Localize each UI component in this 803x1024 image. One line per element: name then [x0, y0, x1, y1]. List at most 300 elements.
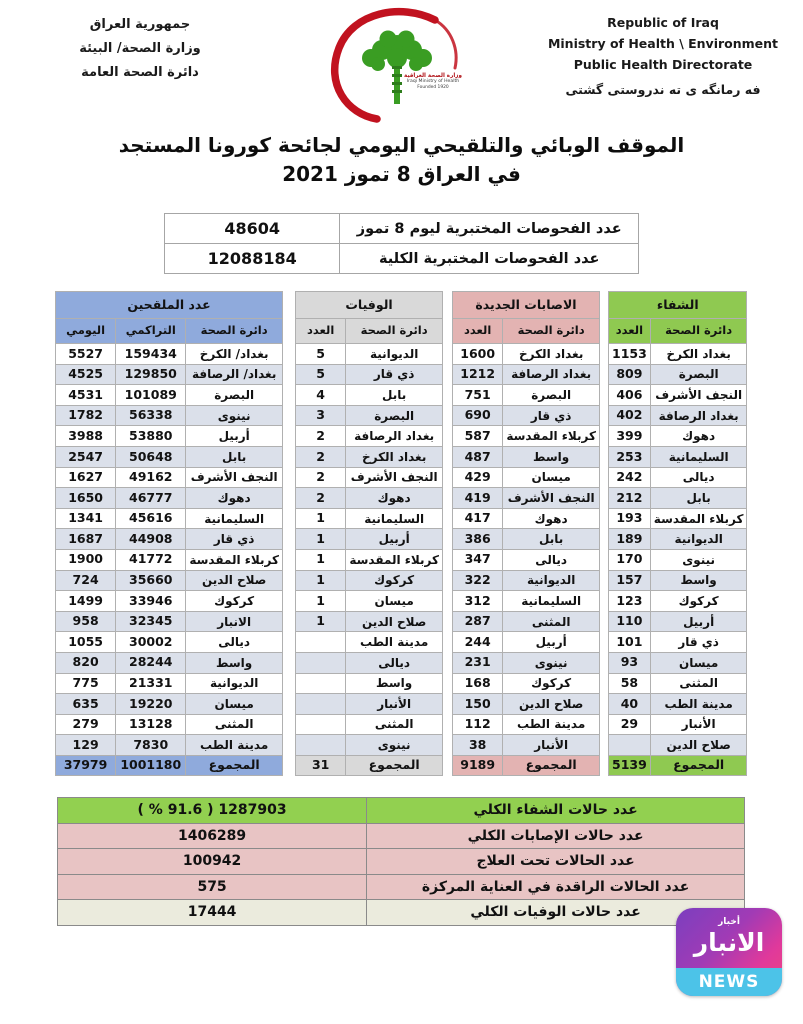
table-row	[453, 632, 600, 653]
province-name-cell: بغداد الكرخ	[346, 446, 443, 467]
recovered-table-head	[609, 292, 747, 344]
table-row	[296, 694, 443, 715]
count-cell: 212	[609, 488, 651, 509]
table-header-row	[453, 319, 600, 344]
daily-cell: 1650	[56, 488, 116, 509]
table-row	[56, 488, 283, 509]
count-cell: 2	[296, 467, 346, 488]
province-name-cell: نينوى	[186, 405, 283, 426]
count-cell: 402	[609, 405, 651, 426]
new-cases-table-head	[453, 292, 600, 344]
count-cell: 1153	[609, 344, 651, 365]
province-name-cell: الانبار	[186, 611, 283, 632]
lab-tests-total-label: عدد الفحوصات المختبرية الكلية	[340, 244, 639, 274]
total-label-cell: المجموع	[503, 755, 600, 776]
province-name-cell: ميسان	[346, 591, 443, 612]
table-row	[609, 714, 747, 735]
province-name-cell: بغداد/ الكرخ	[186, 344, 283, 365]
province-name-cell: كربلاء المقدسة	[503, 426, 600, 447]
count-cell: 253	[609, 446, 651, 467]
province-name-cell: كركوك	[186, 591, 283, 612]
count-cell: 29	[609, 714, 651, 735]
total-row	[56, 755, 283, 776]
table-row	[296, 549, 443, 570]
province-name-cell: كربلاء المقدسة	[186, 549, 283, 570]
table-row	[453, 652, 600, 673]
table-row	[56, 632, 283, 653]
anbar-news-watermark	[676, 908, 782, 996]
table-row	[453, 673, 600, 694]
count-cell: 1	[296, 591, 346, 612]
count-cell: 1	[296, 508, 346, 529]
count-cell: 429	[453, 467, 503, 488]
province-name-cell: مدينة الطب	[346, 632, 443, 653]
count-cell: 399	[609, 426, 651, 447]
count-cell: 312	[453, 591, 503, 612]
total-value-cell: 9189	[453, 755, 503, 776]
lab-tests-table	[164, 213, 639, 274]
table-row	[453, 735, 600, 756]
table-row	[609, 673, 747, 694]
count-cell: 5	[296, 364, 346, 385]
watermark-news-text: NEWS	[698, 972, 760, 992]
table-row	[56, 735, 283, 756]
summary-value-cell: 575	[58, 874, 367, 900]
daily-cell: 4525	[56, 364, 116, 385]
recovered-col-count: العدد	[609, 319, 651, 344]
vaccinated-table-body	[56, 344, 283, 776]
count-cell	[296, 694, 346, 715]
table-row	[453, 611, 600, 632]
province-name-cell: الأنبار	[346, 694, 443, 715]
table-title-row	[609, 292, 747, 319]
cumulative-cell: 101089	[116, 385, 186, 406]
table-row	[56, 364, 283, 385]
vaccinated-table-title: عدد الملقحين	[56, 292, 283, 319]
summary-row	[58, 900, 745, 926]
logo-arabic-caption: وزارة الصحة العراقية	[404, 73, 462, 79]
header-ar-line-3: دائرة الصحة العامة	[81, 65, 199, 81]
table-header-row	[296, 319, 443, 344]
province-name-cell: البصرة	[503, 385, 600, 406]
province-name-cell: المثنى	[650, 673, 747, 694]
new-cases-col-count: العدد	[453, 319, 503, 344]
province-name-cell: بابل	[650, 488, 747, 509]
summary-label-cell: عدد الحالات تحت العلاج	[367, 849, 745, 875]
recovered-table-title: الشفاء	[609, 292, 747, 319]
logo-founded-caption: Founded 1920	[417, 84, 449, 90]
table-row	[296, 488, 443, 509]
province-name-cell: دهوك	[186, 488, 283, 509]
province-name-cell: النجف الأشرف	[650, 385, 747, 406]
province-name-cell: النجف الأشرف	[503, 488, 600, 509]
new-cases-table-title: الاصابات الجديدة	[453, 292, 600, 319]
summary-label-cell: عدد الحالات الراقدة في العناية المركزة	[367, 874, 745, 900]
daily-cell: 2547	[56, 446, 116, 467]
province-name-cell: ذي قار	[186, 529, 283, 550]
count-cell: 386	[453, 529, 503, 550]
province-name-cell: ذي قار	[650, 632, 747, 653]
daily-cell: 820	[56, 652, 116, 673]
lab-tests-daily-label: عدد الفحوصات المختبرية ليوم 8 تموز	[340, 214, 639, 244]
province-name-cell: صلاح الدين	[650, 735, 747, 756]
table-row	[609, 488, 747, 509]
table-row	[56, 694, 283, 715]
count-cell: 5	[296, 344, 346, 365]
province-name-cell: السليمانية	[503, 591, 600, 612]
table-row	[296, 446, 443, 467]
daily-cell: 958	[56, 611, 116, 632]
province-name-cell: السليمانية	[186, 508, 283, 529]
province-name-cell: البصرة	[186, 385, 283, 406]
table-row	[453, 344, 600, 365]
summary-label-cell: عدد حالات الشفاء الكلي	[367, 798, 745, 824]
province-name-cell: كركوك	[346, 570, 443, 591]
cumulative-cell: 7830	[116, 735, 186, 756]
cumulative-cell: 32345	[116, 611, 186, 632]
count-cell	[609, 735, 651, 756]
count-cell: 112	[453, 714, 503, 735]
count-cell: 93	[609, 652, 651, 673]
count-cell: 751	[453, 385, 503, 406]
daily-cell: 129	[56, 735, 116, 756]
table-row	[453, 426, 600, 447]
province-name-cell: بغداد الكرخ	[503, 344, 600, 365]
count-cell: 587	[453, 426, 503, 447]
deaths-col-province: دائرة الصحة	[346, 319, 443, 344]
deaths-table	[295, 291, 443, 776]
table-row	[453, 446, 600, 467]
table-row	[453, 467, 600, 488]
cumulative-cell: 44908	[116, 529, 186, 550]
summary-label-cell: عدد حالات الوفيات الكلي	[367, 900, 745, 926]
count-cell: 1600	[453, 344, 503, 365]
province-name-cell: ميسان	[503, 467, 600, 488]
table-row	[609, 611, 747, 632]
province-name-cell: واسط	[186, 652, 283, 673]
count-cell: 231	[453, 652, 503, 673]
count-cell: 168	[453, 673, 503, 694]
table-row	[296, 673, 443, 694]
province-name-cell: ذي قار	[346, 364, 443, 385]
header-kurdish-line: فه رمانگه ى ته ندروستى گشتى	[565, 82, 761, 98]
watermark-main-text: الانبار	[693, 928, 765, 957]
province-name-cell: كربلاء المقدسة	[346, 549, 443, 570]
count-cell	[296, 714, 346, 735]
table-header-row	[609, 319, 747, 344]
table-row	[296, 714, 443, 735]
cumulative-cell: 21331	[116, 673, 186, 694]
province-name-cell: صلاح الدين	[503, 694, 600, 715]
count-cell: 809	[609, 364, 651, 385]
table-row	[165, 244, 639, 274]
table-row	[453, 529, 600, 550]
table-row	[56, 714, 283, 735]
province-name-cell: النجف الأشرف	[346, 467, 443, 488]
table-row	[296, 735, 443, 756]
table-row	[453, 508, 600, 529]
province-name-cell: السليمانية	[650, 446, 747, 467]
header-en-line-1: Republic of Iraq	[607, 15, 719, 30]
table-row	[453, 591, 600, 612]
table-row	[56, 405, 283, 426]
count-cell	[296, 632, 346, 653]
count-cell: 690	[453, 405, 503, 426]
province-name-cell: دهوك	[503, 508, 600, 529]
table-row	[609, 529, 747, 550]
table-row	[56, 467, 283, 488]
province-name-cell: نينوى	[346, 735, 443, 756]
province-name-cell: البصرة	[346, 405, 443, 426]
count-cell: 123	[609, 591, 651, 612]
daily-cell: 1782	[56, 405, 116, 426]
table-title-row	[453, 292, 600, 319]
daily-cell: 775	[56, 673, 116, 694]
summary-row	[58, 874, 745, 900]
table-row	[609, 426, 747, 447]
table-row	[296, 529, 443, 550]
province-name-cell: بابل	[503, 529, 600, 550]
table-row	[609, 467, 747, 488]
table-row	[296, 632, 443, 653]
header-arabic-block	[0, 6, 280, 83]
province-name-cell: بابل	[346, 385, 443, 406]
count-cell: 487	[453, 446, 503, 467]
count-cell: 287	[453, 611, 503, 632]
daily-cell: 1055	[56, 632, 116, 653]
table-row	[296, 652, 443, 673]
page-header	[0, 6, 803, 126]
vaccinated-table	[55, 291, 283, 776]
deaths-table-head	[296, 292, 443, 344]
province-name-cell: الديوانية	[650, 529, 747, 550]
count-cell	[296, 735, 346, 756]
cumulative-cell: 33946	[116, 591, 186, 612]
daily-cell: 724	[56, 570, 116, 591]
count-cell: 150	[453, 694, 503, 715]
table-row	[453, 694, 600, 715]
province-name-cell: بغداد الرصافة	[650, 405, 747, 426]
lab-tests-total-value: 12088184	[165, 244, 340, 274]
province-name-cell: ميسان	[186, 694, 283, 715]
count-cell: 101	[609, 632, 651, 653]
daily-cell: 1900	[56, 549, 116, 570]
vaccinated-col-province: دائرة الصحة	[186, 319, 283, 344]
daily-cell: 1687	[56, 529, 116, 550]
count-cell: 1	[296, 529, 346, 550]
daily-cell: 635	[56, 694, 116, 715]
new-cases-col-province: دائرة الصحة	[503, 319, 600, 344]
deaths-col-count: العدد	[296, 319, 346, 344]
count-cell: 1	[296, 611, 346, 632]
table-row	[56, 426, 283, 447]
table-row	[165, 214, 639, 244]
table-row	[609, 405, 747, 426]
table-row	[56, 508, 283, 529]
province-name-cell: المثنى	[346, 714, 443, 735]
table-row	[609, 385, 747, 406]
count-cell	[296, 673, 346, 694]
table-row	[609, 364, 747, 385]
province-name-cell: السليمانية	[346, 508, 443, 529]
province-name-cell: مدينة الطب	[186, 735, 283, 756]
table-row	[609, 632, 747, 653]
province-name-cell: بغداد/ الرصافة	[186, 364, 283, 385]
table-row	[453, 364, 600, 385]
table-row	[609, 508, 747, 529]
table-row	[56, 549, 283, 570]
table-row	[609, 735, 747, 756]
count-cell: 4	[296, 385, 346, 406]
province-name-cell: نينوى	[503, 652, 600, 673]
vaccinated-col-cumulative: التراكمي	[116, 319, 186, 344]
province-name-cell: واسط	[503, 446, 600, 467]
province-name-cell: ديالى	[650, 467, 747, 488]
total-cumulative-cell: 1001180	[116, 755, 186, 776]
table-row	[609, 591, 747, 612]
count-cell: 347	[453, 549, 503, 570]
province-name-cell: مدينة الطب	[650, 694, 747, 715]
daily-cell: 1341	[56, 508, 116, 529]
header-english-block	[523, 6, 803, 100]
table-row	[296, 426, 443, 447]
count-cell: 189	[609, 529, 651, 550]
new-cases-table-body	[453, 344, 600, 776]
province-name-cell: بغداد الكرخ	[650, 344, 747, 365]
cumulative-cell: 129850	[116, 364, 186, 385]
table-row	[609, 344, 747, 365]
table-row	[609, 570, 747, 591]
daily-cell: 4531	[56, 385, 116, 406]
province-name-cell: بابل	[186, 446, 283, 467]
count-cell: 58	[609, 673, 651, 694]
daily-cell: 3988	[56, 426, 116, 447]
province-name-cell: أربيل	[346, 529, 443, 550]
province-name-cell: كركوك	[503, 673, 600, 694]
recovered-table	[608, 291, 747, 776]
table-row	[296, 385, 443, 406]
cumulative-summary-body	[58, 798, 745, 926]
cumulative-cell: 19220	[116, 694, 186, 715]
cumulative-cell: 56338	[116, 405, 186, 426]
daily-cell: 1627	[56, 467, 116, 488]
count-cell: 1212	[453, 364, 503, 385]
header-ar-line-2: وزارة الصحة/ البيئة	[79, 41, 201, 57]
lab-tests-body	[165, 214, 639, 274]
table-row	[56, 570, 283, 591]
new-cases-table	[452, 291, 600, 776]
count-cell: 1	[296, 549, 346, 570]
province-name-cell: أربيل	[186, 426, 283, 447]
summary-value-cell: 17444	[58, 900, 367, 926]
province-name-cell: ذي قار	[503, 405, 600, 426]
province-name-cell: دهوك	[346, 488, 443, 509]
daily-cell: 5527	[56, 344, 116, 365]
table-row	[56, 385, 283, 406]
table-row	[296, 591, 443, 612]
province-name-cell: صلاح الدين	[346, 611, 443, 632]
province-name-cell: المثنى	[503, 611, 600, 632]
cumulative-cell: 30002	[116, 632, 186, 653]
table-title-row	[296, 292, 443, 319]
recovered-col-province: دائرة الصحة	[650, 319, 747, 344]
cumulative-cell: 159434	[116, 344, 186, 365]
count-cell: 419	[453, 488, 503, 509]
count-cell: 2	[296, 426, 346, 447]
cumulative-cell: 28244	[116, 652, 186, 673]
province-tables-row	[0, 291, 803, 781]
province-name-cell: كربلاء المقدسة	[650, 508, 747, 529]
total-value-cell: 31	[296, 755, 346, 776]
header-en-line-2: Ministry of Health \ Environment	[547, 36, 779, 52]
count-cell: 406	[609, 385, 651, 406]
table-row	[56, 591, 283, 612]
province-name-cell: النجف الأشرف	[186, 467, 283, 488]
total-label-cell: المجموع	[346, 755, 443, 776]
province-name-cell: واسط	[650, 570, 747, 591]
page-title	[0, 131, 803, 189]
count-cell: 38	[453, 735, 503, 756]
count-cell: 170	[609, 549, 651, 570]
summary-value-cell: 1406289	[58, 823, 367, 849]
province-name-cell: نينوى	[650, 549, 747, 570]
lab-tests-daily-value: 48604	[165, 214, 340, 244]
total-daily-cell: 37979	[56, 755, 116, 776]
province-name-cell: الديوانية	[346, 344, 443, 365]
table-row	[609, 694, 747, 715]
table-row	[296, 508, 443, 529]
table-row	[609, 446, 747, 467]
table-row	[453, 570, 600, 591]
province-name-cell: أربيل	[503, 632, 600, 653]
total-label-cell: المجموع	[186, 755, 283, 776]
table-row	[453, 714, 600, 735]
table-row	[296, 405, 443, 426]
count-cell: 40	[609, 694, 651, 715]
province-name-cell: الديوانية	[186, 673, 283, 694]
province-name-cell: الأنبار	[650, 714, 747, 735]
count-cell: 2	[296, 446, 346, 467]
province-name-cell: بغداد الرصافة	[503, 364, 600, 385]
deaths-table-title: الوفيات	[296, 292, 443, 319]
vaccinated-col-daily: اليومي	[56, 319, 116, 344]
table-row	[609, 549, 747, 570]
table-header-row	[56, 319, 283, 344]
table-row	[453, 385, 600, 406]
table-row	[296, 344, 443, 365]
province-name-cell: واسط	[346, 673, 443, 694]
province-name-cell: ديالى	[346, 652, 443, 673]
province-name-cell: بغداد الرصافة	[346, 426, 443, 447]
header-ar-line-1: جمهورية العراق	[89, 17, 191, 32]
total-row	[609, 755, 747, 776]
summary-value-cell: 100942	[58, 849, 367, 875]
cumulative-cell: 13128	[116, 714, 186, 735]
header-en-line-3: Public Health Directorate	[573, 57, 753, 73]
table-row	[56, 529, 283, 550]
count-cell: 157	[609, 570, 651, 591]
cumulative-cell: 41772	[116, 549, 186, 570]
count-cell: 242	[609, 467, 651, 488]
ministry-logo-icon	[309, 6, 494, 124]
table-row	[56, 446, 283, 467]
province-name-cell: الأنبار	[503, 735, 600, 756]
table-row	[56, 344, 283, 365]
vaccinated-table-head	[56, 292, 283, 344]
table-row	[453, 405, 600, 426]
cumulative-cell: 45616	[116, 508, 186, 529]
province-name-cell: مدينة الطب	[503, 714, 600, 735]
